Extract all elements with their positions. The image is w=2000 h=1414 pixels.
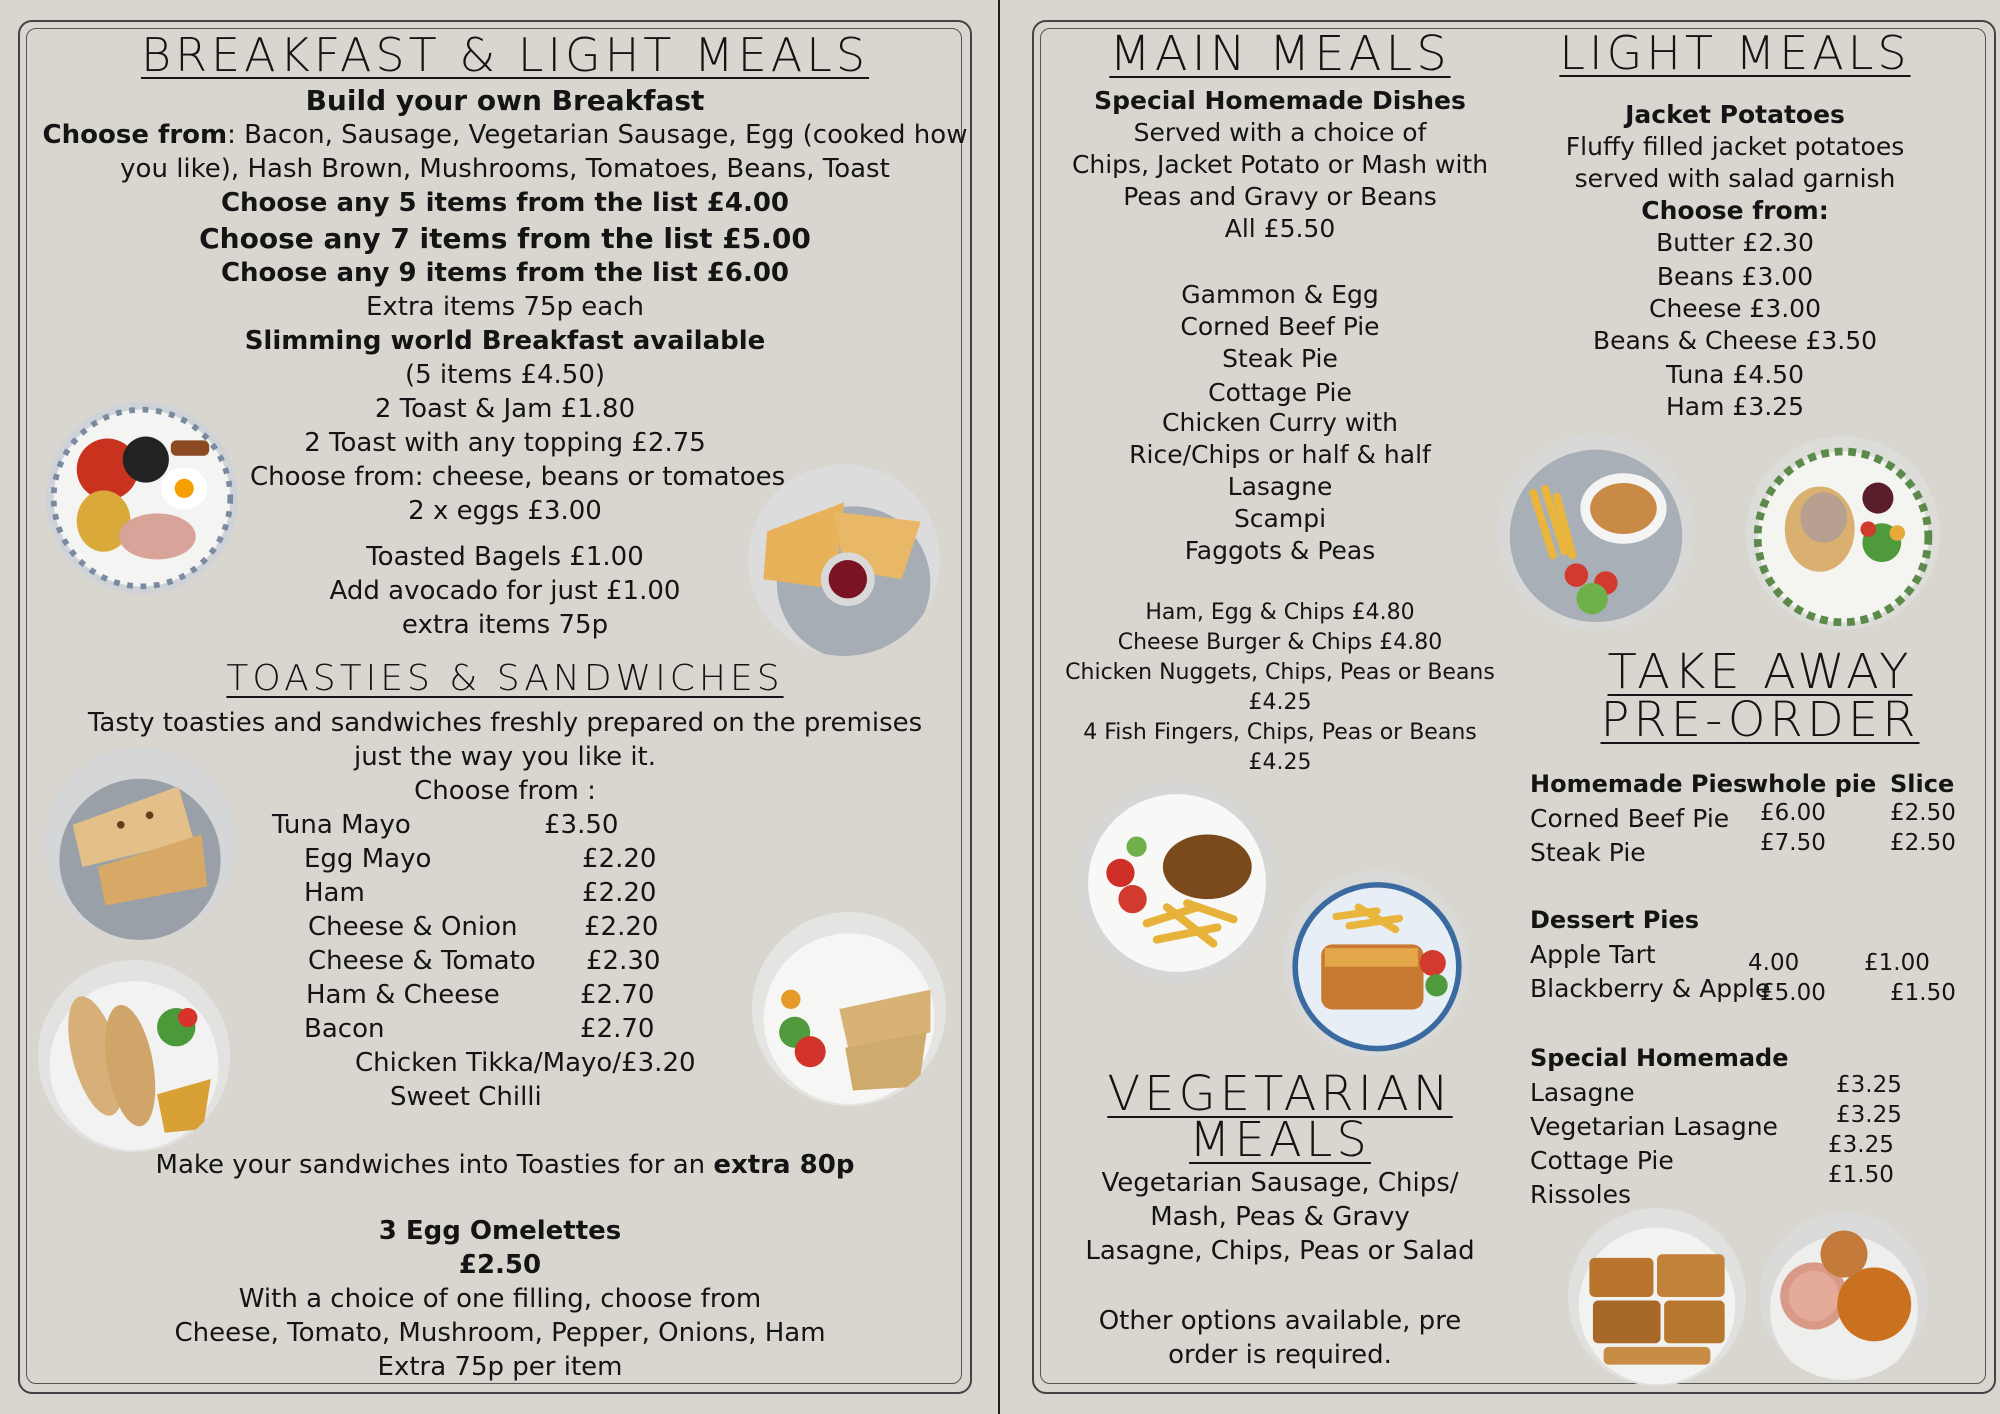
- sandwich-name: Egg Mayo: [304, 844, 432, 874]
- page-divider: [998, 0, 1000, 1414]
- main-extra: Cheese Burger & Chips £4.80: [1117, 630, 1443, 655]
- toastie-upgrade-price: extra 80p: [713, 1150, 855, 1180]
- toastie-upgrade: [40, 1150, 970, 1180]
- main-extra: £4.25: [1248, 690, 1312, 715]
- omelette-line-3: Extra 75p per item: [377, 1352, 623, 1382]
- omelette-price: £2.50: [458, 1250, 542, 1280]
- main-dish: Lasagne: [1227, 472, 1333, 501]
- bagel-extra: extra items 75p: [401, 610, 609, 640]
- dessert-pies-heading: Dessert Pies: [1530, 906, 1700, 934]
- sandwich-name: Chicken Tikka/Mayo/£3.20: [355, 1048, 696, 1078]
- toast-topping: 2 Toast with any topping £2.75: [304, 428, 706, 458]
- main-dish: Scampi: [1233, 504, 1327, 533]
- main-dish: Rice/Chips or half & half: [1129, 440, 1431, 469]
- sandwich-name: Ham: [304, 878, 365, 908]
- jacket-filling: Cheese £3.00: [1649, 294, 1821, 323]
- takeaway-title-line-2: PRE-ORDER: [1600, 692, 1920, 748]
- jacket-desc-2: served with salad garnish: [1574, 164, 1896, 193]
- dessert-slice-price: £1.50: [1890, 980, 1956, 1006]
- pie-name: Steak Pie: [1530, 838, 1646, 867]
- light-meals-title: LIGHT MEALS: [1559, 26, 1911, 80]
- takeaway-title-line-1: TAKE AWAY: [1607, 644, 1913, 700]
- pie-whole-price: £6.00: [1760, 800, 1826, 826]
- omelette-heading: 3 Egg Omelettes: [378, 1216, 622, 1246]
- jacket-filling: Tuna £4.50: [1665, 360, 1804, 389]
- special-price: £3.25: [1828, 1132, 1894, 1158]
- pie-whole-price: £7.50: [1760, 830, 1826, 856]
- jacket-filling: Ham £3.25: [1666, 392, 1804, 421]
- slice-heading: Slice: [1890, 770, 1955, 798]
- omelette-line-1: With a choice of one filling, choose from: [238, 1284, 762, 1314]
- dessert-name: Apple Tart: [1530, 940, 1656, 969]
- toastie-upgrade-text: Make your sandwiches into Toasties for an: [155, 1150, 714, 1180]
- sandwich-price: £2.20: [582, 844, 657, 874]
- jacket-desc-1: Fluffy filled jacket potatoes: [1565, 132, 1905, 161]
- homemade-pies-heading: Homemade Pies: [1530, 770, 1748, 798]
- toast-jam-photo: [748, 464, 940, 656]
- avocado-price: Add avocado for just £1.00: [329, 576, 681, 606]
- sandwich-price: £2.70: [580, 1014, 655, 1044]
- chips-gratin-photo: [1498, 434, 1694, 630]
- sandwich-name: Sweet Chilli: [390, 1082, 542, 1112]
- extra-items: Extra items 75p each: [365, 292, 644, 322]
- jacket-potato-photo: [1746, 436, 1940, 630]
- veg-note-1: Other options available, pre: [1098, 1306, 1462, 1336]
- curry-chips-photo: [1076, 782, 1278, 984]
- full-breakfast-photo: [46, 402, 238, 594]
- build-breakfast-heading: Build your own Breakfast: [305, 84, 705, 117]
- toasties-title: TOASTIES & SANDWICHES: [226, 658, 784, 699]
- rissoles-photo: [1760, 1212, 1928, 1380]
- special-name: Vegetarian Lasagne: [1530, 1112, 1778, 1141]
- sandwich-name: Cheese & Tomato: [308, 946, 536, 976]
- baguette-photo: [38, 960, 230, 1152]
- special-name: Lasagne: [1530, 1078, 1635, 1107]
- sandwich-name: Bacon: [304, 1014, 385, 1044]
- jacket-filling: Butter £2.30: [1656, 228, 1814, 257]
- special-price: £3.25: [1836, 1102, 1902, 1128]
- sandwich-name: Ham & Cheese: [306, 980, 500, 1010]
- veg-title-line-1: VEGETARIAN: [1107, 1066, 1453, 1122]
- toastie-photo: [44, 748, 236, 940]
- sandwich-price: £3.50: [544, 810, 619, 840]
- sandwich-name: Tuna Mayo: [272, 810, 411, 840]
- veg-line-3: Lasagne, Chips, Peas or Salad: [1085, 1236, 1475, 1266]
- served-line-3: Peas and Gravy or Beans: [1123, 182, 1437, 211]
- slimming-price: (5 items £4.50): [404, 360, 606, 390]
- pie-slice-price: £2.50: [1890, 800, 1956, 826]
- choose-from-line-1: [40, 120, 970, 150]
- veg-title-line-2: MEALS: [1189, 1112, 1371, 1168]
- choose-from-items-1: : Bacon, Sausage, Vegetarian Sausage, Egg (cooked how: [227, 120, 968, 150]
- main-dish: Steak Pie: [1222, 344, 1338, 373]
- served-line-2: Chips, Jacket Potato or Mash with: [1071, 150, 1489, 179]
- dessert-whole-price: £5.00: [1760, 980, 1826, 1006]
- main-extra: £4.25: [1248, 750, 1312, 775]
- option-9-items: Choose any 9 items from the list £6.00: [220, 258, 790, 288]
- main-meals-title: MAIN MEALS: [1109, 26, 1451, 82]
- dessert-name: Blackberry & Apple: [1530, 974, 1771, 1003]
- dessert-whole-price: 4.00: [1748, 950, 1800, 976]
- whole-pie-heading: whole pie: [1746, 770, 1877, 798]
- option-7-items: Choose any 7 items from the list £5.00: [199, 222, 811, 255]
- lasagne-chips-photo: [1284, 870, 1470, 1056]
- choose-from-line-2: you like), Hash Brown, Mushrooms, Tomatoes, Beans, Toast: [120, 154, 890, 184]
- main-dish: Cottage Pie: [1208, 378, 1352, 407]
- main-dish: Gammon & Egg: [1181, 280, 1379, 309]
- main-dish: Chicken Curry with: [1162, 408, 1398, 437]
- toast-jam: 2 Toast & Jam £1.80: [374, 394, 636, 424]
- main-extra: Chicken Nuggets, Chips, Peas or Beans: [1065, 660, 1495, 685]
- jacket-potatoes-heading: Jacket Potatoes: [1625, 100, 1845, 129]
- served-line-1: Served with a choice of: [1133, 118, 1427, 147]
- special-name: Cottage Pie: [1530, 1146, 1674, 1175]
- main-dish: Faggots & Peas: [1184, 536, 1376, 565]
- slimming-heading: Slimming world Breakfast available: [244, 326, 766, 356]
- special-price: £3.25: [1836, 1072, 1902, 1098]
- main-dish: Corned Beef Pie: [1180, 312, 1380, 341]
- main-extra: 4 Fish Fingers, Chips, Peas or Beans: [1083, 720, 1477, 745]
- served-line-4: All £5.50: [1224, 214, 1336, 243]
- sandwich-name: Cheese & Onion: [308, 912, 518, 942]
- omelette-line-2: Cheese, Tomato, Mushroom, Pepper, Onions, Ham: [174, 1318, 826, 1348]
- main-extra: Ham, Egg & Chips £4.80: [1145, 600, 1415, 625]
- choose-from-label: Choose from: [42, 120, 228, 150]
- toasties-intro-2: just the way you like it.: [353, 742, 657, 772]
- special-name: Rissoles: [1530, 1180, 1632, 1209]
- pies-photo: [1568, 1208, 1746, 1386]
- toasties-intro-1: Tasty toasties and sandwiches freshly prepared on the premises: [87, 708, 923, 738]
- pie-slice-price: £2.50: [1890, 830, 1956, 856]
- breakfast-title: BREAKFAST & LIGHT MEALS: [140, 28, 870, 82]
- veg-note-2: order is required.: [1168, 1340, 1392, 1370]
- bagels-price: Toasted Bagels £1.00: [366, 542, 644, 572]
- sandwich-price: £2.20: [582, 878, 657, 908]
- veg-line-1: Vegetarian Sausage, Chips/: [1101, 1168, 1459, 1198]
- special-price: £1.50: [1828, 1162, 1894, 1188]
- special-homemade-heading: Special Homemade: [1530, 1044, 1789, 1072]
- toast-choose: Choose from: cheese, beans or tomatoes: [250, 462, 786, 492]
- option-5-items: Choose any 5 items from the list £4.00: [220, 188, 790, 218]
- sandwich-price: £2.20: [584, 912, 659, 942]
- veg-line-2: Mash, Peas & Gravy: [1150, 1202, 1410, 1232]
- sandwich-price: £2.70: [580, 980, 655, 1010]
- eggs-price: 2 x eggs £3.00: [408, 496, 602, 526]
- toasties-choose: Choose from :: [414, 776, 596, 806]
- pie-name: Corned Beef Pie: [1530, 804, 1730, 833]
- panini-salad-photo: [752, 912, 946, 1106]
- dessert-slice-price: £1.00: [1864, 950, 1930, 976]
- jacket-filling: Beans & Cheese £3.50: [1592, 326, 1878, 355]
- sandwich-price: £2.30: [586, 946, 661, 976]
- jacket-filling: Beans £3.00: [1656, 262, 1814, 291]
- special-dishes-heading: Special Homemade Dishes: [1094, 86, 1466, 115]
- jacket-choose-heading: Choose from:: [1641, 196, 1829, 225]
